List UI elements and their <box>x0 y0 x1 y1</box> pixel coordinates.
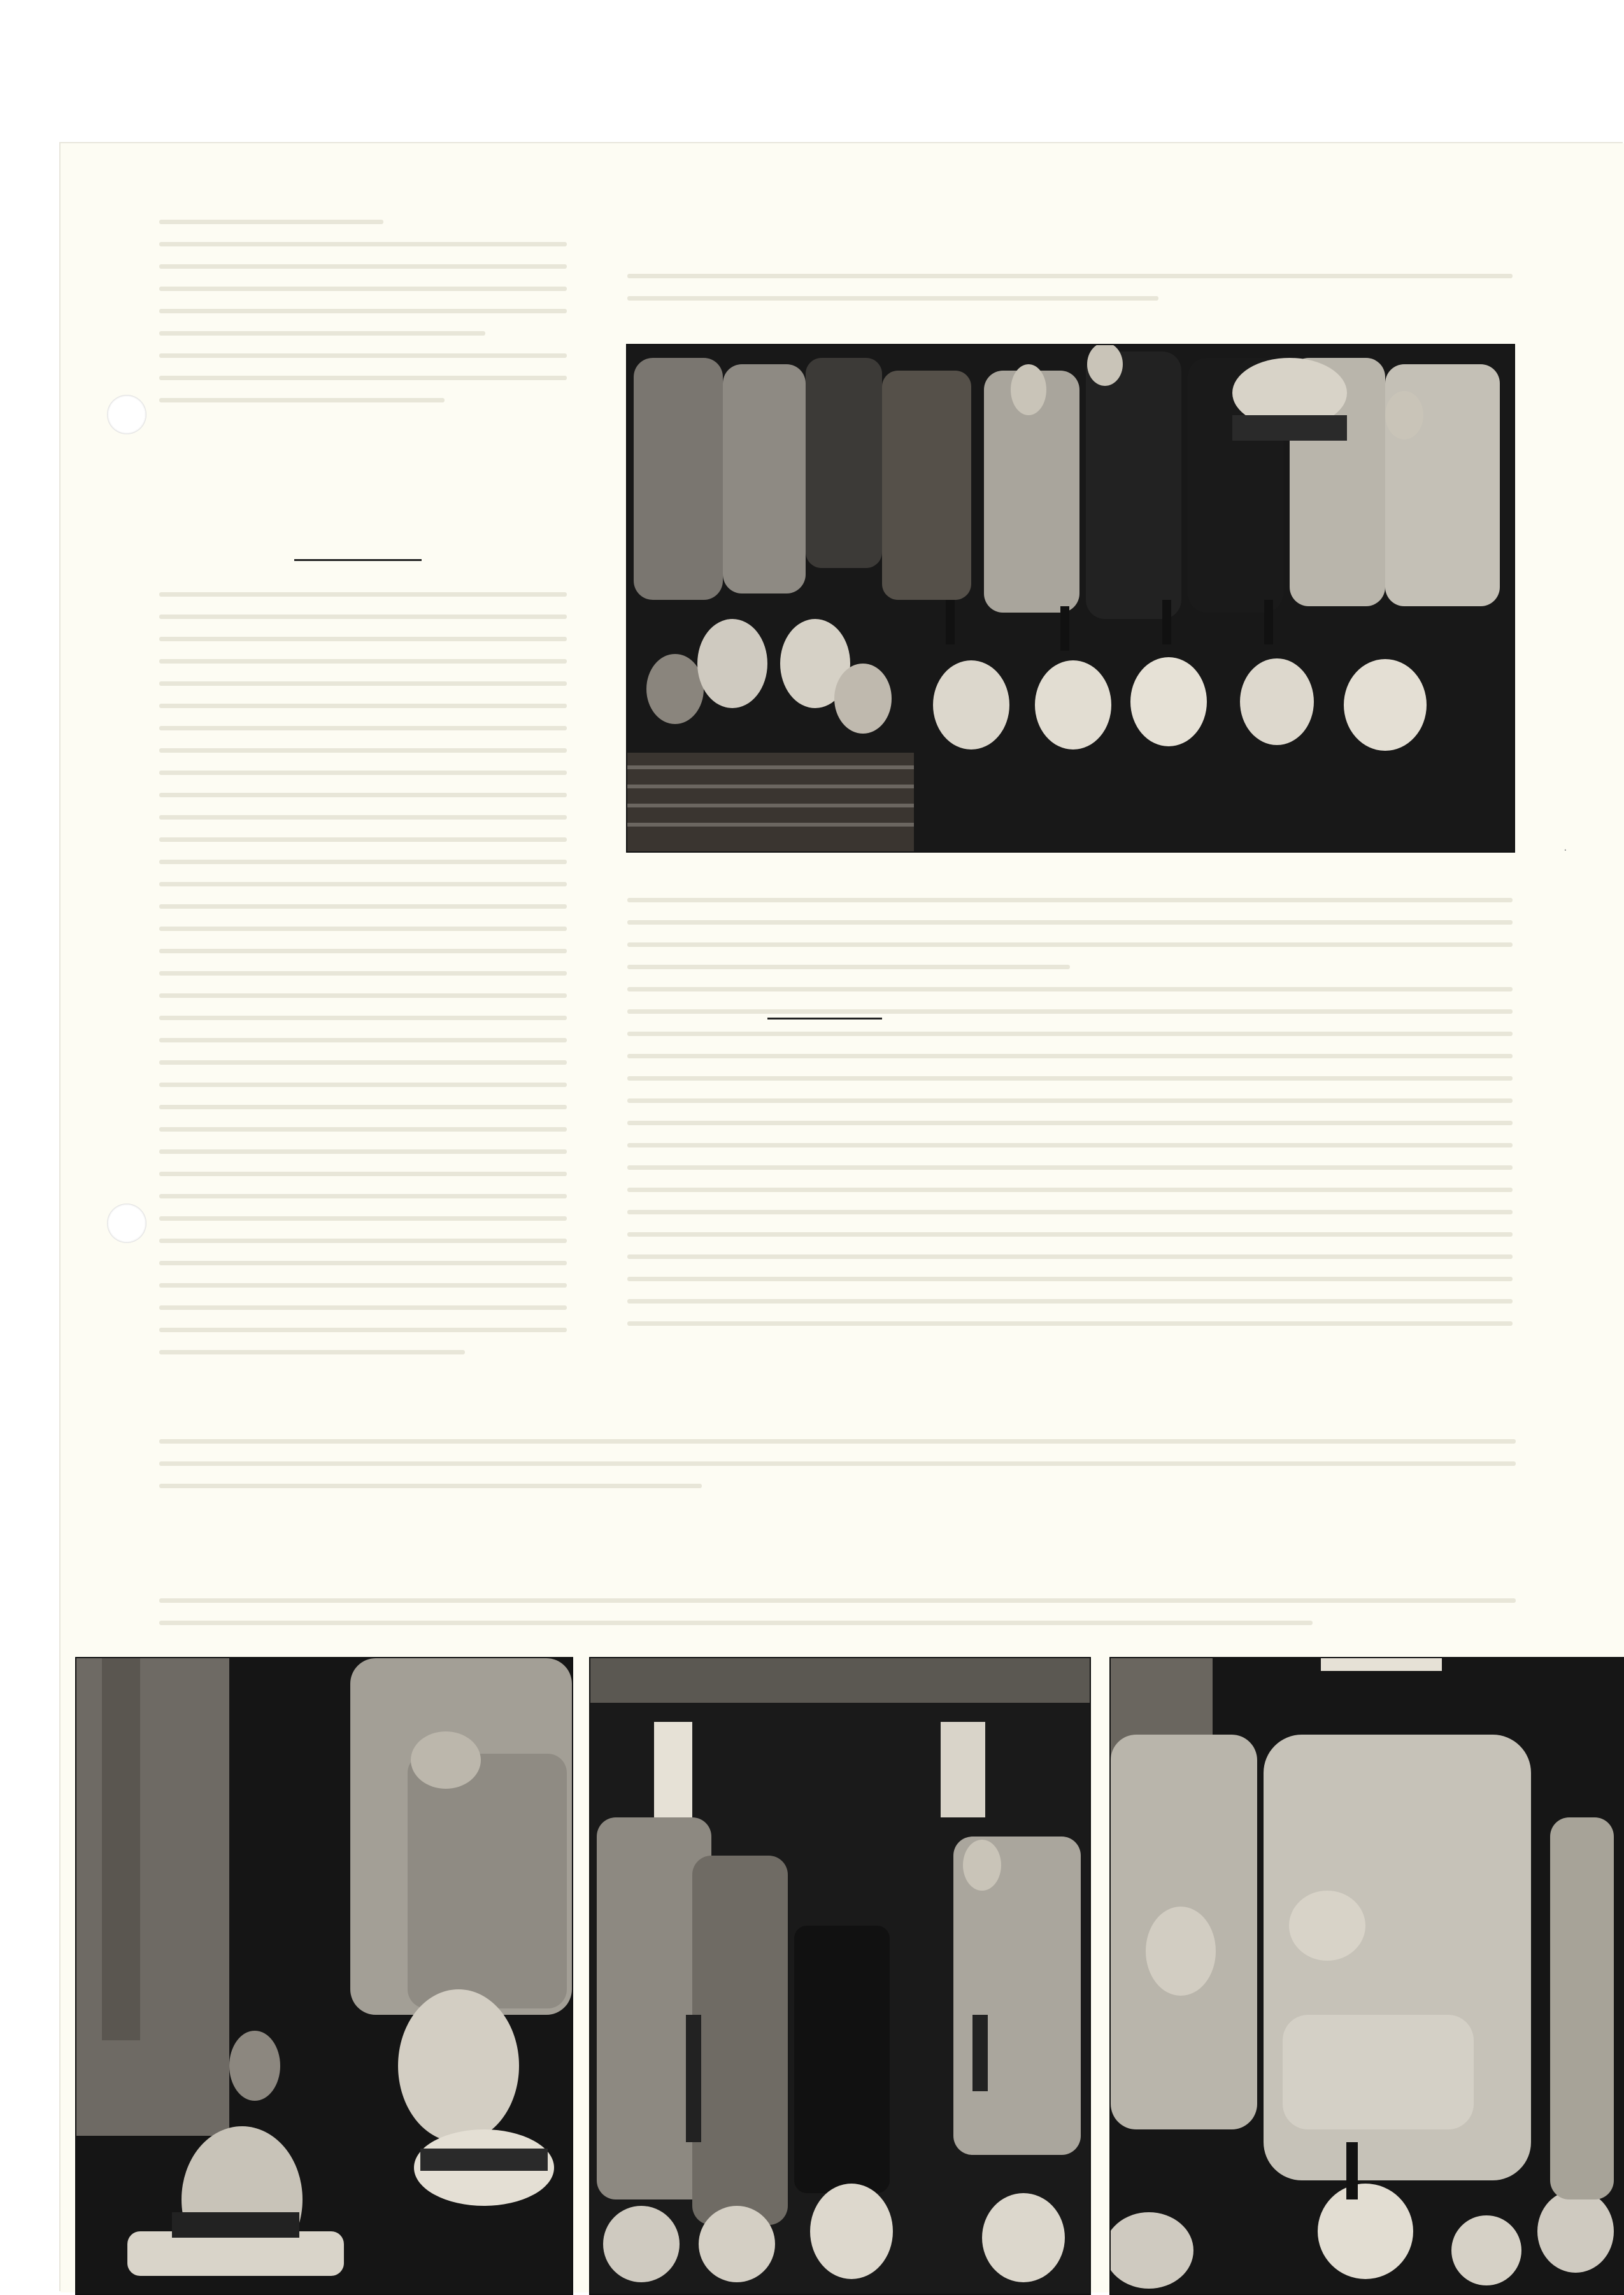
group-photo-image <box>627 345 1514 851</box>
caption-strip <box>159 1598 1516 1643</box>
left-text-column <box>159 220 567 420</box>
right-text-column-top <box>627 274 1513 318</box>
left-text-column-body <box>159 592 567 1372</box>
photo-bottom-right-image <box>1111 1658 1624 2294</box>
binder-hole-top <box>107 395 146 434</box>
group-photo-top <box>626 344 1515 853</box>
right-text-column-body <box>627 898 1513 1344</box>
photo-bottom-middle <box>589 1657 1091 2295</box>
photo-bottom-right <box>1109 1657 1624 2295</box>
bottom-wide-text <box>159 1439 1516 1506</box>
photo-bottom-left <box>75 1657 573 2295</box>
photo-bottom-middle-image <box>590 1658 1090 2294</box>
binder-hole-middle <box>107 1204 146 1243</box>
corner-mark: · <box>1563 844 1567 857</box>
photo-bottom-left-image <box>76 1658 572 2294</box>
section-divider-left <box>294 559 422 561</box>
